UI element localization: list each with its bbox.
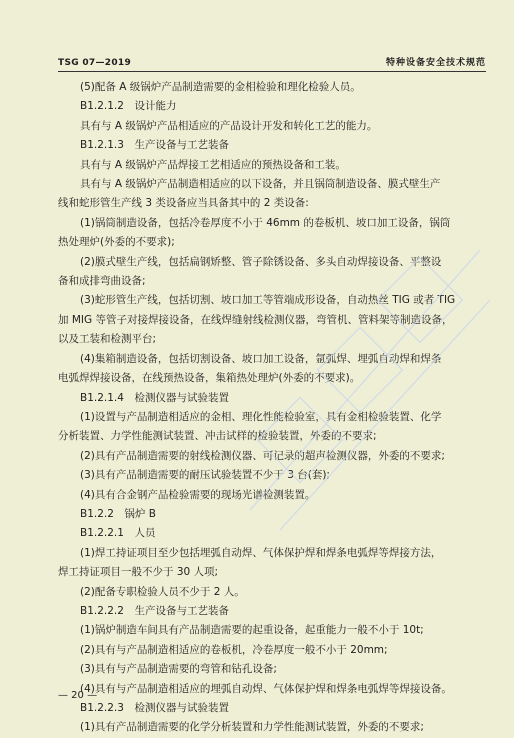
text-line: 具有与 A 级锅炉产品相适应的产品设计开发和转化工艺的能力。: [80, 119, 378, 132]
text-line: 热处理炉(外委的不要求);: [58, 236, 175, 249]
text-line: 备和成排弯曲设备;: [58, 275, 146, 288]
text-line: B1.2.1.3 生产设备与工艺装备: [80, 139, 229, 152]
text-line: (1)锅筒制造设备，包括冷卷厚度不小于 46mm 的卷板机、坡口加工设备，锅筒: [80, 216, 451, 229]
text-line: (1)具有产品制造需要的化学分析装置和力学性能测试装置，外委的不要求;: [80, 721, 424, 734]
text-line: (3)具有产品制造需要的耐压试验装置不少于 3 台(套);: [80, 469, 330, 482]
text-line: (2)膜式壁生产线，包括扁钢矫整、管子除锈设备、多头自动焊接设备、平整设: [80, 255, 442, 268]
text-line: (2)配备专职检验人员不少于 2 人。: [80, 585, 245, 598]
page-number: — 20 —: [58, 690, 98, 701]
text-line: (3)具有与产品制造需要的弯管和钻孔设备;: [80, 663, 277, 676]
standard-number: TSG 07—2019: [58, 58, 132, 68]
text-line: B1.2.2 锅炉 B: [80, 507, 156, 520]
text-line: 具有与 A 级锅炉产品制造相适应的以下设备，并且锅筒制造设备、膜式壁生产: [80, 178, 441, 191]
text-line: 焊工持证项目一般不少于 30 人项;: [58, 566, 219, 579]
text-line: 线和蛇形管生产线 3 类设备应当具备其中的 2 类设备:: [58, 197, 309, 210]
text-line: B1.2.1.4 检测仪器与试验装置: [80, 391, 229, 404]
text-line: (1)锅炉制造车间具有产品制造需要的起重设备，起重能力一般不小于 10t;: [80, 624, 424, 637]
text-line: 具有与 A 级锅炉产品焊接工艺相适应的预热设备和工装。: [80, 158, 346, 171]
page-header: [58, 48, 486, 72]
text-line: (3)蛇形管生产线，包括切割、坡口加工等管端成形设备，自动热丝 TIG 或者 TIG: [80, 294, 456, 307]
text-line: 电弧焊焊接设备，在线预热设备，集箱热处理炉(外委的不要求)。: [58, 372, 361, 385]
text-line: 以及工装和检测平台;: [58, 333, 157, 346]
text-line: 分析装置、力学性能测试装置、冲击试样的检验装置，外委的不要求;: [58, 430, 377, 443]
text-line: (5)配备 A 级锅炉产品制造需要的金相检验和理化检验人员。: [80, 81, 361, 93]
text-line: (2)具有产品制造需要的射线检测仪器、可记录的超声检测仪器，外委的不要求;: [80, 449, 445, 462]
text-line: (2)具有与产品制造相适应的卷板机，冷卷厚度一般不小于 20mm;: [80, 643, 388, 656]
body-text: [58, 78, 486, 738]
text-line: (4)具有合金钢产品检验需要的现场光谱检测装置。: [80, 488, 316, 501]
text-line: (4)具有与产品制造相适应的埋弧自动焊、气体保护焊和焊条电弧焊等焊接设备。: [80, 682, 452, 695]
text-line: (1)设置与产品制造相适应的金相、理化性能检验室，具有金相检验装置、化学: [80, 410, 442, 423]
text-line: (4)集箱制造设备，包括切割设备、坡口加工设备，氩弧焊、埋弧自动焊和焊条: [80, 352, 442, 365]
header-title: 特种设备安全技术规范: [385, 58, 486, 68]
text-line: B1.2.2.3 检测仪器与试验装置: [80, 702, 229, 714]
text-line: B1.2.1.2 设计能力: [80, 100, 177, 113]
text-line: B1.2.2.2 生产设备与工艺装备: [80, 604, 229, 617]
text-line: (1)焊工持证项目至少包括埋弧自动焊、气体保护焊和焊条电弧焊等焊接方法，: [80, 546, 442, 559]
text-line: B1.2.2.1 人员: [80, 527, 156, 540]
text-line: 加 MIG 等管子对接焊接设备，在线焊缝射线检测仪器，弯管机、管料架等制造设备，: [58, 313, 453, 326]
